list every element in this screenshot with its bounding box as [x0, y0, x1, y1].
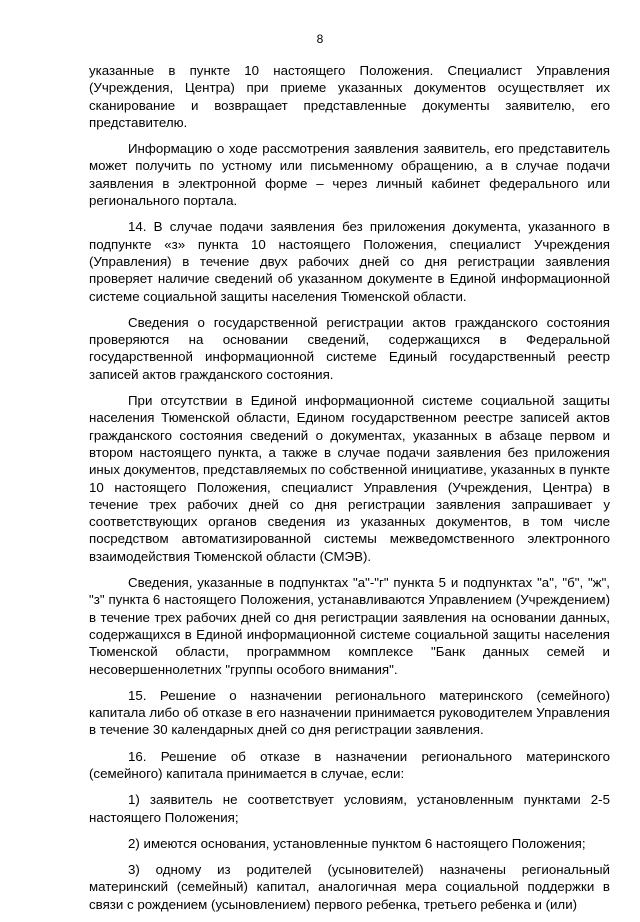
list-item-1: 1) заявитель не соответствует условиям, установленным пунктами 2-5 настоящего Положения; — [89, 792, 610, 825]
paragraph-progress-info: Информацию о ходе рассмотрения заявления заявитель, его представитель может получить по устному или письменному обращению, а в случае подачи заявления в электронной форме – через личный кабинет федерального или регионального портала. — [89, 141, 610, 209]
paragraph-civil-registry: Сведения о государственной регистрации актов гражданского состояния проверяются на основании сведений, содержащихся в Федеральной государственной информационной системе Единый государственный реестр записей актов гражданского состояния. — [89, 314, 610, 382]
paragraph-established-info: Сведения, указанные в подпунктах "а"-"г" пункта 5 и подпунктах "а", "б", "ж", "з" пункта 6 настоящего Положения, устанавливаются Управлением (Учреждением) в течение трех рабочих дней со дня регистрации заявления на основании данных, содержащихся в Единой информационной системе социальной защиты населения Тюменской области, программном комплексе "Банк данных семей и несовершеннолетних "группы особого внимания". — [89, 575, 610, 677]
paragraph-continuation: указанные в пункте 10 настоящего Положения. Специалист Управления (Учреждения, Центра) при приеме указанных документов осуществляет их сканирование и возвращает представленные документы заявителю, его представителю. — [89, 63, 610, 130]
page-number: 8 — [316, 32, 324, 46]
paragraph-clause-16: 16. Решение об отказе в назначении регионального материнского (семейного) капитала принимается в случае, если: — [89, 748, 610, 781]
document-body — [89, 62, 610, 922]
paragraph-clause-14: 14. В случае подачи заявления без приложения документа, указанного в подпункте «з» пункта 10 настоящего Положения, специалист Учреждения (Управления) в течение двух рабочих дней со дня регистрации заявления проверяет наличие сведений об указанном документе в Единой информационной системе социальной защиты населения Тюменской области. — [89, 219, 610, 304]
paragraph-clause-15: 15. Решение о назначении регионального материнского (семейного) капитала либо об отказе в его назначении принимается руководителем Управления в течение 30 календарных дней со дня регистрации заявления. — [89, 687, 610, 738]
paragraph-interagency-request: При отсутствии в Единой информационной системе социальной защиты населения Тюменской области, Едином государственном реестре записей актов гражданского состояния сведений о документах, указанных в абзаце первом и втором настоящего пункта, а также в случае подачи заявления без приложения иных документов, представляемых по собственной инициативе, указанных в пункте 10 настоящего Положения, специалист Управления (Учреждения, Центра) в течение трех рабочих дней со дня регистрации заявления запрашивает у соответствующих органов сведения из указанных документов, в том числе посредством автоматизированной системы межведомственного электронного взаимодействия Тюменской области (СМЭВ). — [89, 393, 610, 564]
list-item-2: 2) имеются основания, установленные пунктом 6 настоящего Положения; — [128, 835, 586, 851]
list-item-3: 3) одному из родителей (усыновителей) назначены региональный материнский (семейный) капитал, аналогичная мера социальной поддержки в связи с рождением (усыновлением) первого ребенка, третьего ребенка и (или) — [89, 862, 610, 912]
